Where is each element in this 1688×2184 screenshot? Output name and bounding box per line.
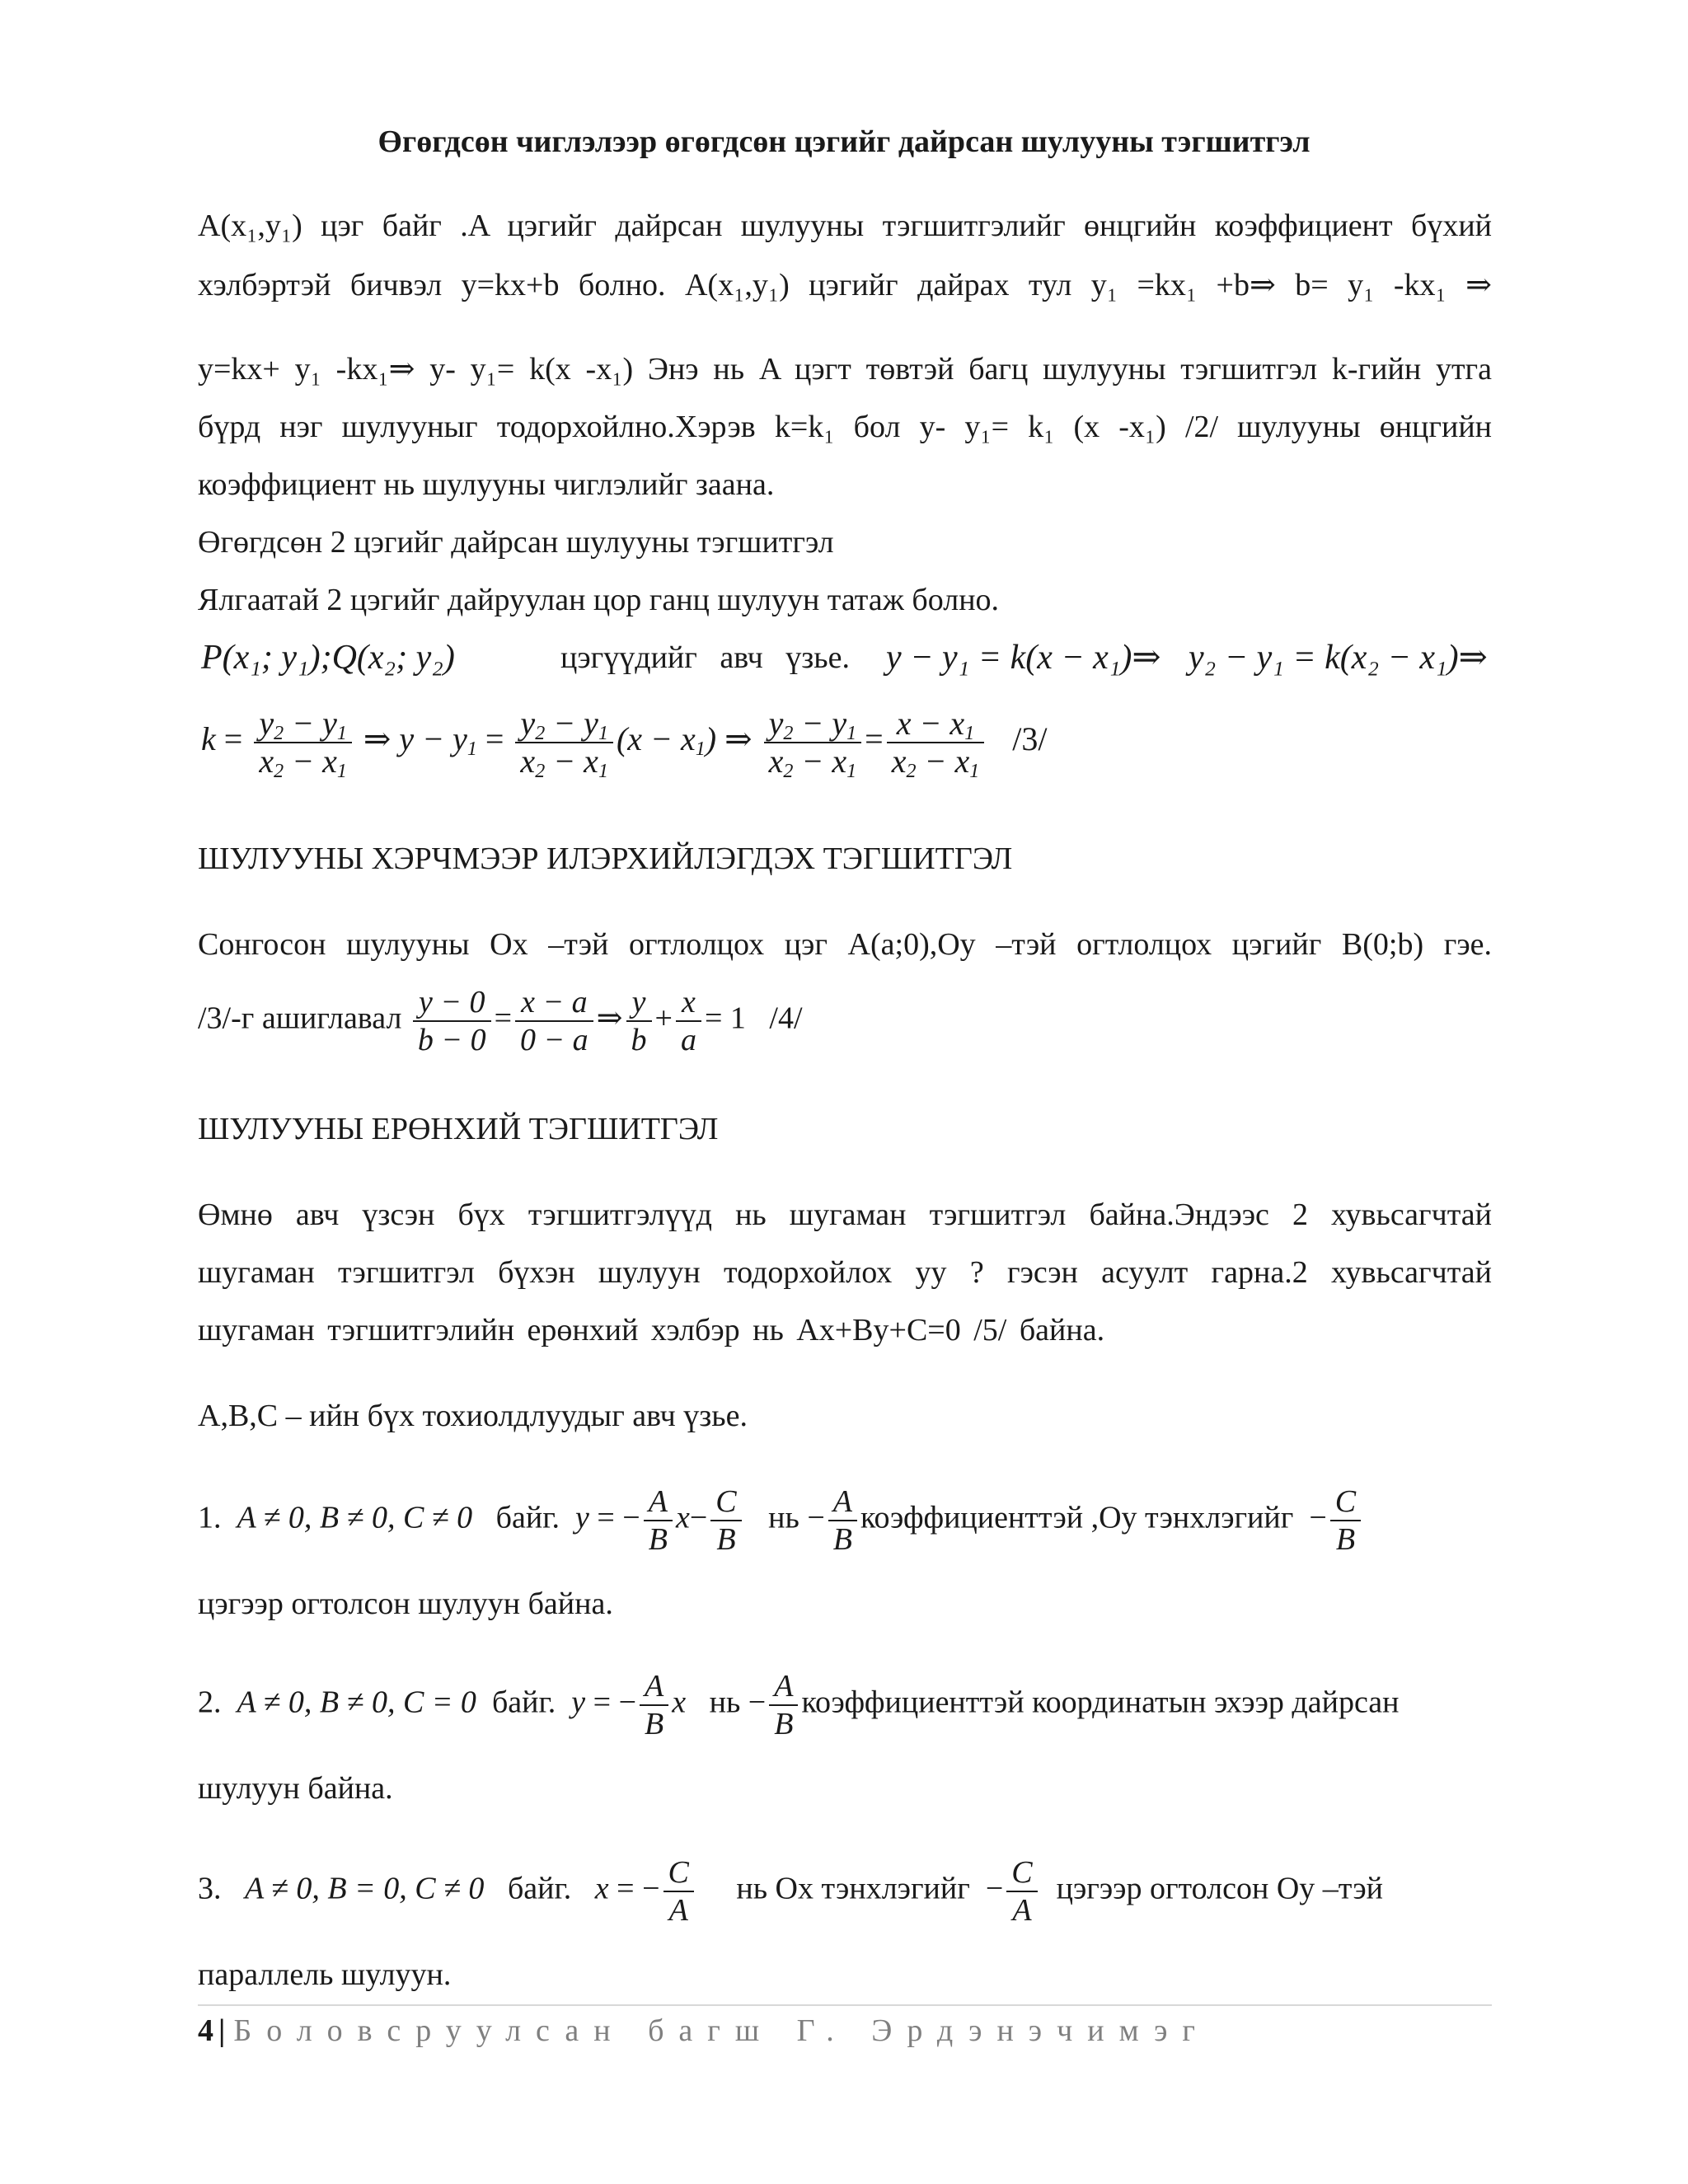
page-title: Өгөгдсөн чиглэлээр өгөгдсөн цэгийг дайрсан шулууны тэгшитгэл bbox=[377, 124, 1311, 159]
case-word: байг. bbox=[507, 1871, 572, 1906]
equation-3-label: /3/ bbox=[1012, 720, 1048, 758]
case-1-continuation: цэгээр огтолсон шулуун байна. bbox=[198, 1586, 613, 1621]
paragraph-line: Ялгаатай 2 цэгийг дайруулан цор ганц шулуун татаж болно. bbox=[198, 583, 1000, 617]
paragraph-line: хэлбэртэй бичвэл y=kx+b болно. A(x₁,y₁) цэгийг дайрах тул y₁ =kx₁ +b⇒ b= y₁ -kx₁ ⇒ bbox=[198, 268, 1492, 302]
case-nb: нь bbox=[709, 1685, 741, 1720]
paragraph-line: y=kx+ y₁ -kx₁⇒ y- y₁= k(x -x₁) Энэ нь A цэгт төвтэй багц шулууны тэгшитгэл k-гийн утга bbox=[198, 352, 1492, 387]
case-3: 3. A ≠ 0, B = 0, C ≠ 0 байг. x = − $\frac{C}{A}$ нь Ox тэнхлэгийг − $\frac{C}{A}$ цэгээр огтолсон Oy –тэй bbox=[198, 1855, 1383, 1928]
paragraph-line: шугаман тэгшитгэл бүхэн шулуун тодорхойлох уу ? гэсэн асуулт гарна.2 хувьсагчтай bbox=[198, 1255, 1492, 1290]
case-condition: A ≠ 0, B = 0, C ≠ 0 bbox=[245, 1871, 485, 1906]
case-text: коэффициенттэй координатын эхээр дайрсан bbox=[801, 1685, 1400, 1720]
case-number: 3. bbox=[198, 1871, 222, 1906]
case-2-continuation: шулуун байна. bbox=[198, 1771, 393, 1806]
case-1: 1. A ≠ 0, B ≠ 0, C ≠ 0 байг. y = − $\frac{A}{B}$ x− $\frac{C}{B}$ нь − $\frac{A}{B}$ коэффициенттэй ,Oy тэнхлэгийг − $\frac{C}{B}$ bbox=[198, 1483, 1364, 1558]
footer-divider bbox=[198, 2004, 1492, 2006]
case-number: 2. bbox=[198, 1685, 222, 1720]
equation-4-prefix: /3/-г ашиглавал bbox=[198, 1001, 402, 1036]
case-condition: A ≠ 0, B ≠ 0, C = 0 bbox=[237, 1685, 476, 1720]
footer-separator: | bbox=[218, 2013, 226, 2048]
case-text: коэффициенттэй ,Oy тэнхлэгийг bbox=[860, 1500, 1294, 1535]
paragraph-line: A,B,C – ийн бүх тохиолдлуудыг авч үзье. bbox=[198, 1399, 748, 1433]
paragraph-line: бүрд нэг шулууныг тодорхойлно.Хэрэв k=k₁ бол y- y₁= k₁ (x -x₁) /2/ шулууны өнцгийн bbox=[198, 410, 1492, 444]
case-nb: нь Ox тэнхлэгийг bbox=[736, 1871, 970, 1906]
equation-4-label: /4/ bbox=[769, 1001, 803, 1036]
case-nb: нь bbox=[768, 1500, 799, 1535]
section-heading-intercept: ШУЛУУНЫ ХЭРЧМЭЭР ИЛЭРХИЙЛЭГДЭХ ТЭГШИТГЭЛ bbox=[198, 841, 1013, 876]
paragraph-line: A(x₁,y₁) цэг байг .A цэгийг дайрсан шулууны тэгшитгэлийг өнцгийн коэффициент бүхий bbox=[198, 209, 1492, 243]
paragraph-line: шугаман тэгшитгэлийн ерөнхий хэлбэр нь Ax+By+C=0 /5/ байна. bbox=[198, 1313, 1105, 1347]
footer-author: Боловсруулсан багш Г. Эрдэнэчимэг bbox=[233, 2013, 1210, 2048]
case-text: цэгээр огтолсон Oy –тэй bbox=[1056, 1871, 1383, 1906]
paragraph-line: Сонгосон шулууны Ox –тэй огтлолцох цэг A(a;0),Oy –тэй огтлолцох цэгийг B(0;b) гэе. bbox=[198, 927, 1492, 962]
sub-heading: Өгөгдсөн 2 цэгийг дайрсан шулууны тэгшитгэл bbox=[198, 525, 834, 560]
equation-1: y − y₁ = k(x − x₁)⇒ bbox=[886, 639, 1161, 677]
case-word: байг. bbox=[491, 1685, 556, 1720]
case-3-continuation: параллель шулуун. bbox=[198, 1957, 452, 1992]
page-footer bbox=[198, 2011, 1210, 2050]
equation-3: k = $\frac{y_2 - y_1}{x_2 - x_1}$ ⇒ $y - y_1$ = $\frac{y_2 - y_1}{x_2 - x_1}$ $(x - x_1)$ ⇒ $\frac{y_2 - y_1}{x_2 - x_1}$ = $\frac{x - x_1}{x_2 - x_1}$ /3/ bbox=[201, 705, 1048, 782]
paragraph-line: коэффициент нь шулууны чиглэлийг заана. bbox=[198, 467, 775, 502]
case-condition: A ≠ 0, B ≠ 0, C ≠ 0 bbox=[237, 1500, 473, 1535]
section-heading-general: ШУЛУУНЫ ЕРӨНХИЙ ТЭГШИТГЭЛ bbox=[198, 1112, 719, 1146]
case-2: 2. A ≠ 0, B ≠ 0, C = 0 байг. y = − $\frac{A}{B}$ x нь − $\frac{A}{B}$ коэффициенттэй координатын эхээр дайрсан bbox=[198, 1669, 1400, 1741]
paragraph-line: Өмнө авч үзсэн бүх тэгшитгэлүүд нь шугаман тэгшитгэл байна.Эндээс 2 хувьсагчтай bbox=[198, 1197, 1492, 1232]
points-text: цэгүүдийг авч үзье. bbox=[560, 640, 851, 675]
case-word: байг. bbox=[495, 1500, 560, 1535]
points-formula: P(x₁; y₁);Q(x₂; y₂) bbox=[201, 639, 455, 677]
equation-4: /3/-г ашиглавал $\frac{y - 0}{b - 0}$ = $\frac{x - a}{0 - a}$ ⇒ $\frac{y}{b}$ + $\frac{x}{a}$ = 1 /4/ bbox=[198, 985, 803, 1057]
equation-2: y₂ − y₁ = k(x₂ − x₁)⇒ bbox=[1189, 639, 1488, 677]
page-number: 4 bbox=[198, 2013, 213, 2048]
case-number: 1. bbox=[198, 1500, 222, 1535]
